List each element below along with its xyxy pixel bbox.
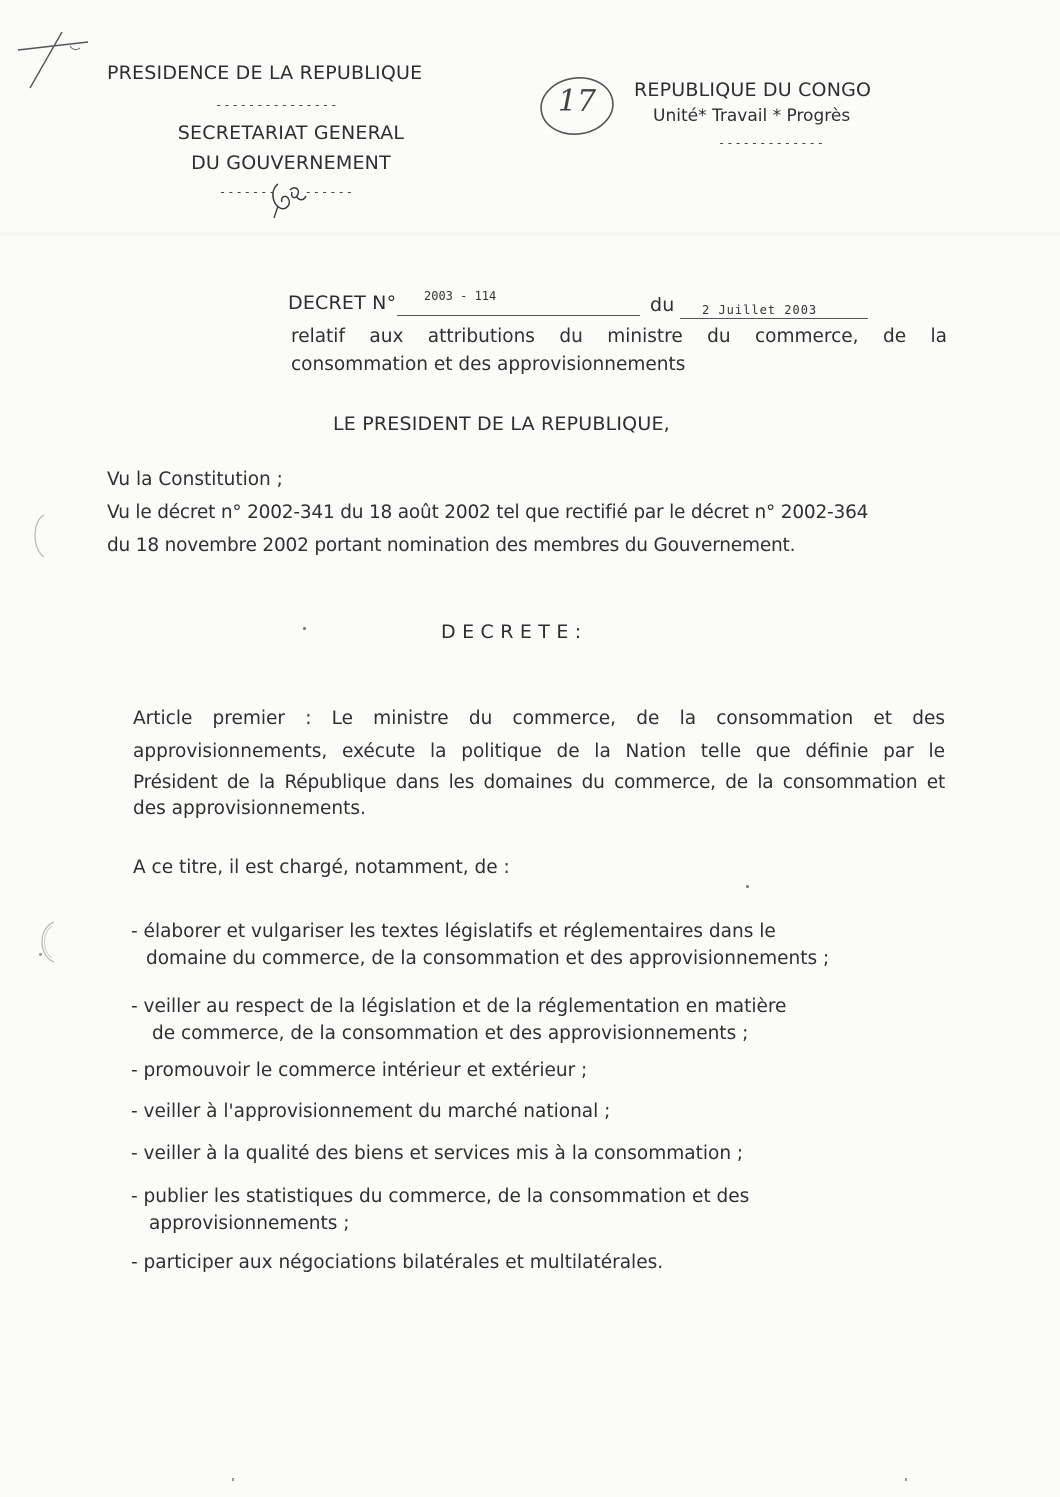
article-premier-line4: des approvisionnements. [133,798,366,819]
header-separator-2-right: ------ [304,185,354,199]
decrete-heading: D E C R E T E : [441,621,582,643]
issuer-gouvernement: DU GOUVERNEMENT [191,152,391,174]
duty-item-5-line1: - veiller à la qualité des biens et services mis à la consommation ; [131,1143,744,1164]
president-heading: LE PRESIDENT DE LA REPUBLIQUE, [333,413,670,435]
scan-speck [39,953,42,956]
article-premier-line3: Président de la République dans les domaines du commerce, de la consommation et [133,772,945,793]
decree-subject-line2: consommation et des approvisionnements [291,354,686,375]
duty-item-4 [131,1101,610,1122]
motto-separator: ------------- [718,136,825,150]
decree-number-line [397,315,640,316]
punch-hole-mark-2 [30,918,60,968]
duty-item-6-line1: - publier les statistiques du commerce, de la consommation et des [131,1186,750,1207]
duty-item-5 [131,1143,743,1164]
scan-band [0,232,1060,236]
header-separator: --------------- [215,98,339,112]
article-premier-line2: approvisionnements, exécute la politique de la Nation telle que définie par le [133,741,945,762]
country-name: REPUBLIQUE DU CONGO [634,79,872,101]
duty-item-6 [131,1183,749,1237]
duty-item-1 [131,918,829,972]
decree-date: 2 Juillet 2003 [702,303,818,317]
decree-date-label: du [650,294,675,316]
duty-item-7-line1: - participer aux négociations bilatérales et multilatérales. [131,1252,664,1273]
article-premier-line1: Article premier : Le ministre du commerce, de la consommation et des [133,708,945,729]
issuer-secretariat: SECRETARIAT GENERAL [177,122,405,144]
national-motto: Unité* Travail * Progrès [653,106,851,126]
duty-item-3-line1: - promouvoir le commerce intérieur et extérieur ; [131,1060,588,1081]
duty-item-7 [131,1252,663,1273]
decree-date-line [680,318,868,319]
duty-item-2-line1: - veiller au respect de la législation et de la réglementation en matière [131,996,787,1017]
duty-item-2 [131,993,786,1047]
decree-prefix: DECRET N° [288,292,397,314]
duty-item-6-line2: approvisionnements ; [149,1213,350,1234]
punch-hole-mark [28,513,48,559]
scan-speck [303,627,306,630]
decree-subject-line1: relatif aux attributions du ministre du commerce, de la [291,326,947,347]
scan-speck [746,885,749,888]
duty-item-2-line2: de commerce, de la consommation et des approvisionnements ; [152,1023,749,1044]
duty-item-4-line1: - veiller à l'approvisionnement du marché national ; [131,1101,611,1122]
duty-item-1-line2: domaine du commerce, de la consommation et des approvisionnements ; [146,948,830,969]
duty-item-1-line1: - élaborer et vulgariser les textes législatifs et réglementaires dans le [131,921,776,942]
corner-mark [10,30,100,90]
scan-speck [905,1478,907,1481]
decree-number: 2003 - 114 [424,289,497,303]
header-separator-2-left: ------- [219,185,277,199]
page-number-stamp [535,72,619,144]
issuer-presidence: PRESIDENCE DE LA REPUBLIQUE [107,62,423,84]
visa-decret-line1: Vu le décret n° 2002-341 du 18 août 2002 tel que rectifié par le décret n° 2002-364 [107,502,869,523]
paraph-initials [266,178,312,220]
duty-item-3 [131,1060,587,1081]
scan-speck [232,1478,234,1481]
page-number: 17 [557,84,597,119]
visa-constitution: Vu la Constitution ; [107,469,283,490]
duties-intro: A ce titre, il est chargé, notamment, de : [133,857,510,878]
visa-decret-line2: du 18 novembre 2002 portant nomination des membres du Gouvernement. [107,535,796,556]
